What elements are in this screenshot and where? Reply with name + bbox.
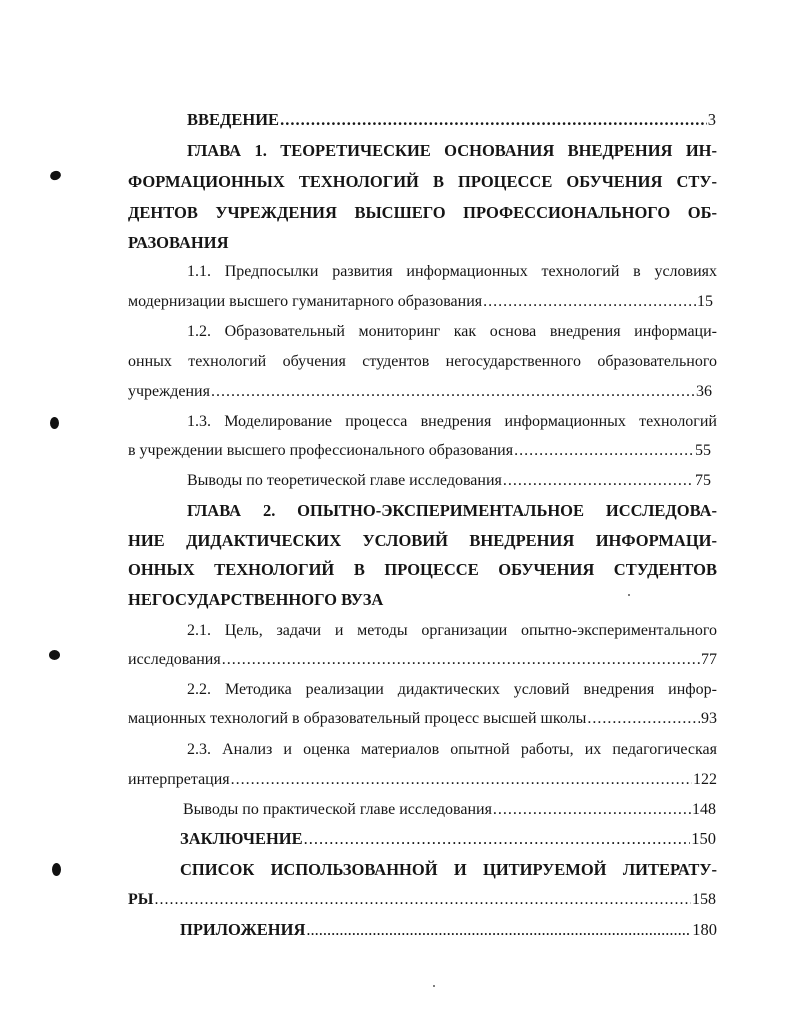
- toc-entry-references: [128, 890, 716, 910]
- toc-page-number: 93: [701, 710, 717, 727]
- toc-entry-label: Выводы по теоретической главе исследования: [187, 472, 502, 489]
- chapter-2-title-line-1: ГЛАВА 2. ОПЫТНО-ЭКСПЕРИМЕНТАЛЬНОЕ ИССЛЕДОВА-: [187, 501, 717, 520]
- toc-entry-1-1-line-1: 1.1. Предпосылки развития информационных технологий в условиях: [187, 263, 717, 280]
- toc-entry-2-2-line-1: 2.2. Методика реализации дидактических условий внедрения инфор-: [187, 681, 717, 698]
- toc-page-number: 158: [692, 891, 716, 908]
- chapter-1-title-line-3: ДЕНТОВ УЧРЕЖДЕНИЯ ВЫСШЕГО ПРОФЕССИОНАЛЬНОГО ОБ-: [128, 203, 717, 222]
- toc-entry-label: исследования: [128, 651, 221, 668]
- toc-entry-appendix: [180, 920, 717, 940]
- toc-entry-intro: [187, 110, 716, 130]
- chapter-1-title-line-1: ГЛАВА 1. ТЕОРЕТИЧЕСКИЕ ОСНОВАНИЯ ВНЕДРЕНИЯ ИН-: [187, 141, 717, 160]
- chapter-2-title-line-3: ОННЫХ ТЕХНОЛОГИЙ В ПРОЦЕССЕ ОБУЧЕНИЯ СТУДЕНТОВ: [128, 560, 717, 579]
- toc-page-number: 55: [695, 442, 711, 459]
- chapter-1-title-line-2: ФОРМАЦИОННЫХ ТЕХНОЛОГИЙ В ПРОЦЕССЕ ОБУЧЕНИЯ СТУ-: [128, 172, 717, 191]
- toc-entry-1-2: [128, 382, 712, 402]
- toc-page-number: 3: [707, 110, 716, 129]
- dot-leader: [211, 382, 695, 402]
- chapter-2-title-line-4: НЕГОСУДАРСТВЕННОГО ВУЗА: [128, 590, 384, 609]
- toc-entry-1-2-line-2: онных технологий обучения студентов негосударственного образовательного: [128, 353, 717, 370]
- dot-leader: [306, 920, 691, 940]
- toc-entry-1-3: [128, 441, 711, 461]
- dot-leader: [280, 110, 707, 130]
- toc-entry-2-1: [128, 650, 717, 670]
- toc-entry-2-3: [128, 770, 717, 790]
- toc-entry-2-1-line-1: 2.1. Цель, задачи и методы организации опытно-экспериментального: [187, 622, 717, 639]
- scan-speck: [433, 985, 435, 987]
- toc-entry-label: ВВЕДЕНИЕ: [187, 110, 280, 129]
- toc-page-number: 75: [695, 472, 711, 489]
- dot-leader: [154, 890, 691, 910]
- toc-entry-1-1: [128, 292, 713, 312]
- chapter-1-title-line-4: РАЗОВАНИЯ: [128, 233, 229, 252]
- toc-entry-1-2-line-1: 1.2. Образовательный мониторинг как основа внедрения информаци-: [187, 323, 717, 340]
- dot-leader: [304, 829, 691, 849]
- toc-entry-conclusion: [180, 829, 716, 849]
- toc-entry-references-line-1: СПИСОК ИСПОЛЬЗОВАННОЙ И ЦИТИРУЕМОЙ ЛИТЕРАТУ-: [180, 860, 717, 879]
- toc-entry-label: Выводы по практической главе исследования: [183, 801, 492, 818]
- dot-leader: [222, 650, 700, 670]
- toc-entry-label: учреждения: [128, 383, 210, 400]
- toc-page-number: 77: [701, 651, 717, 668]
- chapter-2-title-line-2: НИЕ ДИДАКТИЧЕСКИХ УСЛОВИЙ ВНЕДРЕНИЯ ИНФОРМАЦИ-: [128, 531, 717, 550]
- dot-leader: [503, 471, 694, 491]
- toc-entry-1-3-line-1: 1.3. Моделирование процесса внедрения информационных технологий: [187, 413, 717, 430]
- toc-entry-label: ЗАКЛЮЧЕНИЕ: [180, 829, 303, 848]
- toc-entry-conclusions-2: [183, 800, 716, 820]
- dot-leader: [587, 709, 700, 729]
- toc-entry-label: в учреждении высшего профессионального образования: [128, 442, 514, 459]
- toc-page-number: 150: [691, 829, 716, 848]
- ink-blot: [49, 169, 62, 181]
- toc-entry-label: мационных технологий в образовательный процесс высшей школы: [128, 710, 587, 727]
- dot-leader: [493, 800, 691, 820]
- toc-page-number: 36: [696, 383, 712, 400]
- toc-entry-label: РЫ: [128, 891, 154, 908]
- ink-blot: [50, 417, 59, 429]
- toc-entry-2-3-line-1: 2.3. Анализ и оценка материалов опытной работы, их педагогическая: [187, 741, 717, 758]
- toc-entry-2-2: [128, 709, 717, 729]
- toc-entry-conclusions-1: [187, 471, 711, 491]
- ink-blot: [49, 650, 60, 660]
- toc-page-number: 15: [697, 293, 713, 310]
- toc-page-number: 122: [693, 771, 717, 788]
- dot-leader: [514, 441, 694, 461]
- toc-entry-label: интерпретация: [128, 771, 230, 788]
- toc-entry-label: модернизации высшего гуманитарного образования: [128, 293, 483, 310]
- toc-entry-label: ПРИЛОЖЕНИЯ: [180, 920, 306, 939]
- ink-blot: [52, 863, 61, 876]
- toc-page-number: 180: [692, 920, 717, 939]
- dot-leader: [483, 292, 696, 312]
- scan-speck: [628, 594, 630, 596]
- toc-page-number: 148: [692, 801, 716, 818]
- dot-leader: [231, 770, 692, 790]
